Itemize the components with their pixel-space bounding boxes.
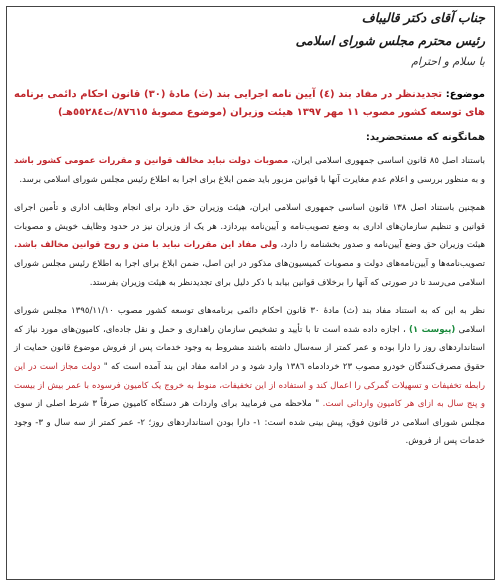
paragraph-2-c: تصویب‌نامه‌ها و آیین‌نامه‌های دولت و مصوبات کمیسیون‌های مذکور در این اصل، ضمن ابلاغ برای اجرا به اطلاع رئیس مجلس شورای اسلامی می‌رسد تا در صورتی که آنها را برخلاف قوانین بیابد با ذکر دلیل برای تجدیدنظر به هیئت وزیران بفرستد. [14, 258, 485, 288]
paragraph-3 [14, 302, 485, 451]
subject-label: موضوع: [445, 89, 485, 100]
paragraph-1-highlight: مصوبات دولت نباید مخالف قوانین و مقررات عمومی کشور باشد [14, 156, 289, 166]
paragraph-3-c: ، اجازه داده شده است تا با تأیید و تشخیص سازمان راهداری و حمل و نقل جاده‌ای، کامیون‌های مورد نیاز که استانداردهای روز را دارا بوده و عمر کمتر از سه‌سال داشته باشند مشروط به وجود خدمات پس از فروش موضوع قانون حمایت از حقوق مصرف‌کنندگان خودرو مصوب ٢٣ خرداد‌ماه ١٣٨٦ وارد شود و در ادامه مفاد این بند آمده است که " [14, 324, 485, 372]
paragraph-2-highlight: ولی مفاد این مقررات نباید با متن و روح قوانین مخالف باشد. [14, 240, 278, 251]
intro-line: همانگونه که مستحضرید: [365, 132, 485, 143]
paragraph-1-c: و به منظور بررسی و اعلام عدم مغایرت آنها با قوانین مزبور باید ضمن ابلاغ برای اجرا به اطلاع رئیس مجلس شورای اسلامی برسد. [19, 174, 485, 185]
subject [14, 86, 485, 122]
greeting: با سلام و احترام [411, 55, 485, 68]
addressee-title: رئیس محترم مجلس شورای اسلامی [295, 33, 485, 48]
paragraph-2-a: همچنین باستناد اصل ١٣٨ قانون اساسی جمهوری اسلامی ایران، هیئت وزیران حق دارد برای انجام وظایف اداری و تأمین اجرای قوانین و تنظیم سازمان‌های اداری به وضع تصویب‌نامه و آیین‌نامه بپردازد. هر یک از وزیران نیز در حدود وظایف خویش و مصوبات هیئت وزیران حق وضع آیین‌نامه و صدور بخشنامه را دارد، [14, 203, 486, 251]
paragraph-2 [14, 199, 485, 292]
paragraph-1 [14, 152, 485, 189]
paragraph-1-a: باستناد اصل ٨٥ قانون اساسی جمهوری اسلامی ایران، [291, 156, 486, 166]
paragraph-3-a: نظر به این که به استناد مفاد بند (ث) مادۀ ٣٠ قانون احکام دائمی برنامه‌های توسعه کشور مصوب ١٣٩٥/١١/١٠ مجلس شورای اسلامی [14, 306, 485, 335]
paragraph-3-e: " ملاحظه می فرمایید برای واردات هر دستگاه کامیون صرفاً ٣ شرط اصلی از سوی مجلس شورای اسلامی در قانون فوق، پیش بینی شده است: ١- دارا بودن استانداردهای روز؛ ٢- عمر کمتر از سه سال و ٣- وجود خدمات پس از فروش. [14, 399, 486, 447]
addressee-name: جناب آقای دکتر قالیباف [361, 10, 485, 25]
subject-text: تجدیدنظر در مفاد بند (٤) آیین نامه اجرایی بند (ث) مادۀ (٣٠) قانون احکام دائمی برنامه های توسعه کشور مصوب ١١ مهر ١٣٩٧ هیئت وزیران (موضوع مصوبۀ ٨٧٦١٥/ت٥٥٢٨٤هـ) [14, 89, 485, 118]
paragraph-3-quote: دولت مجاز است در این رابطه تخفیفات و تسهیلات گمرکی را اعمال کند و استفاده از این تخفیفات، منوط به خروج یک کامیون فرسوده با عمر بیش از بیست و پنج سال به ازای هر کامیون وارداتی است. [14, 361, 485, 410]
attachment-reference: (پیوست ١) [408, 324, 456, 335]
